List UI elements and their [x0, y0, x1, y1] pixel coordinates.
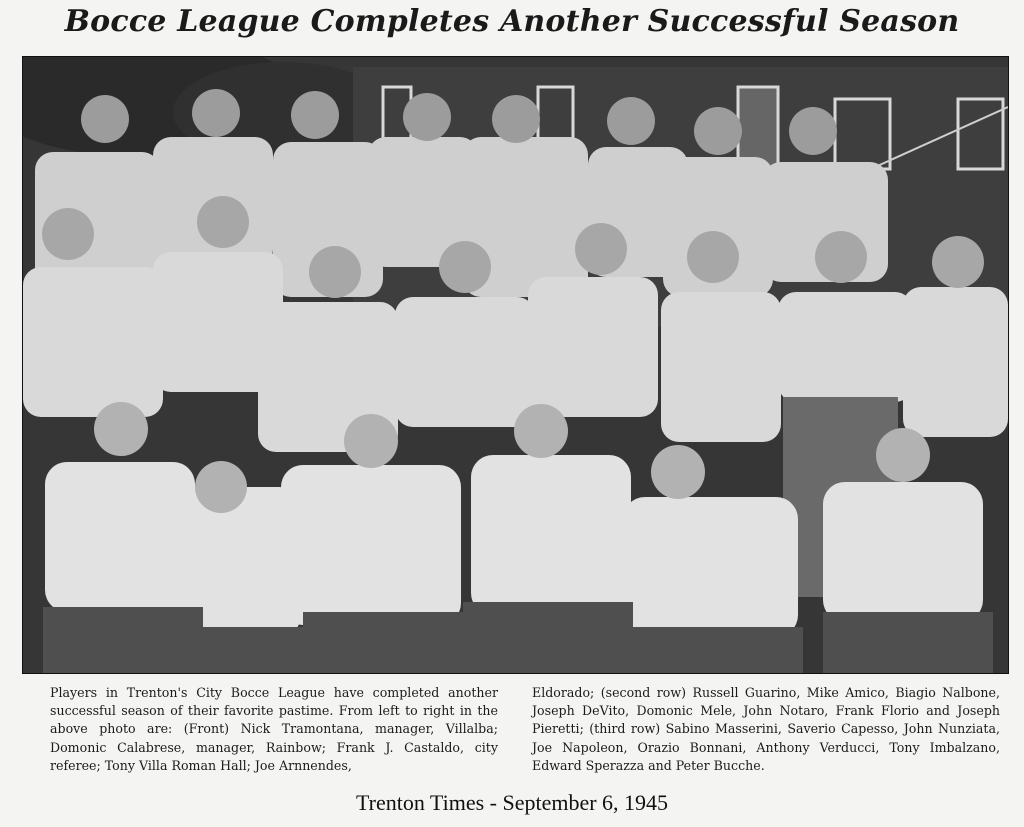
caption-left-column: Players in Trenton's City Bocce League have completed another successful season of their favorite pastime. From left to right in the above photo are: (Front) Nick Tramontana, manager, Villalba; Domonic Calabrese, manager, Rainbow; Frank J. Castaldo, city referee; Tony Villa Roman Hall; Joe Arnnendes, [50, 685, 498, 773]
group-photo [22, 56, 1009, 674]
group-photo-icon [23, 57, 1008, 673]
source-citation: Trenton Times - September 6, 1945 [355, 790, 669, 815]
caption-right-column: Eldorado; (second row) Russell Guarino, Mike Amico, Biagio Nalbone, Joseph DeVito, Domonic Mele, John Notaro, Frank Florio and Joseph Pieretti; (third row) Sabino Masserini, Saverio Capesso, John Nunziata, Joe Napoleon, Orazio Bonnani, Anthony Verducci, Tony Imbalzano, Edward Sperazza and Peter Bucche. [532, 685, 1000, 773]
headline: Bocce League Completes Another Successful Season [64, 4, 960, 39]
